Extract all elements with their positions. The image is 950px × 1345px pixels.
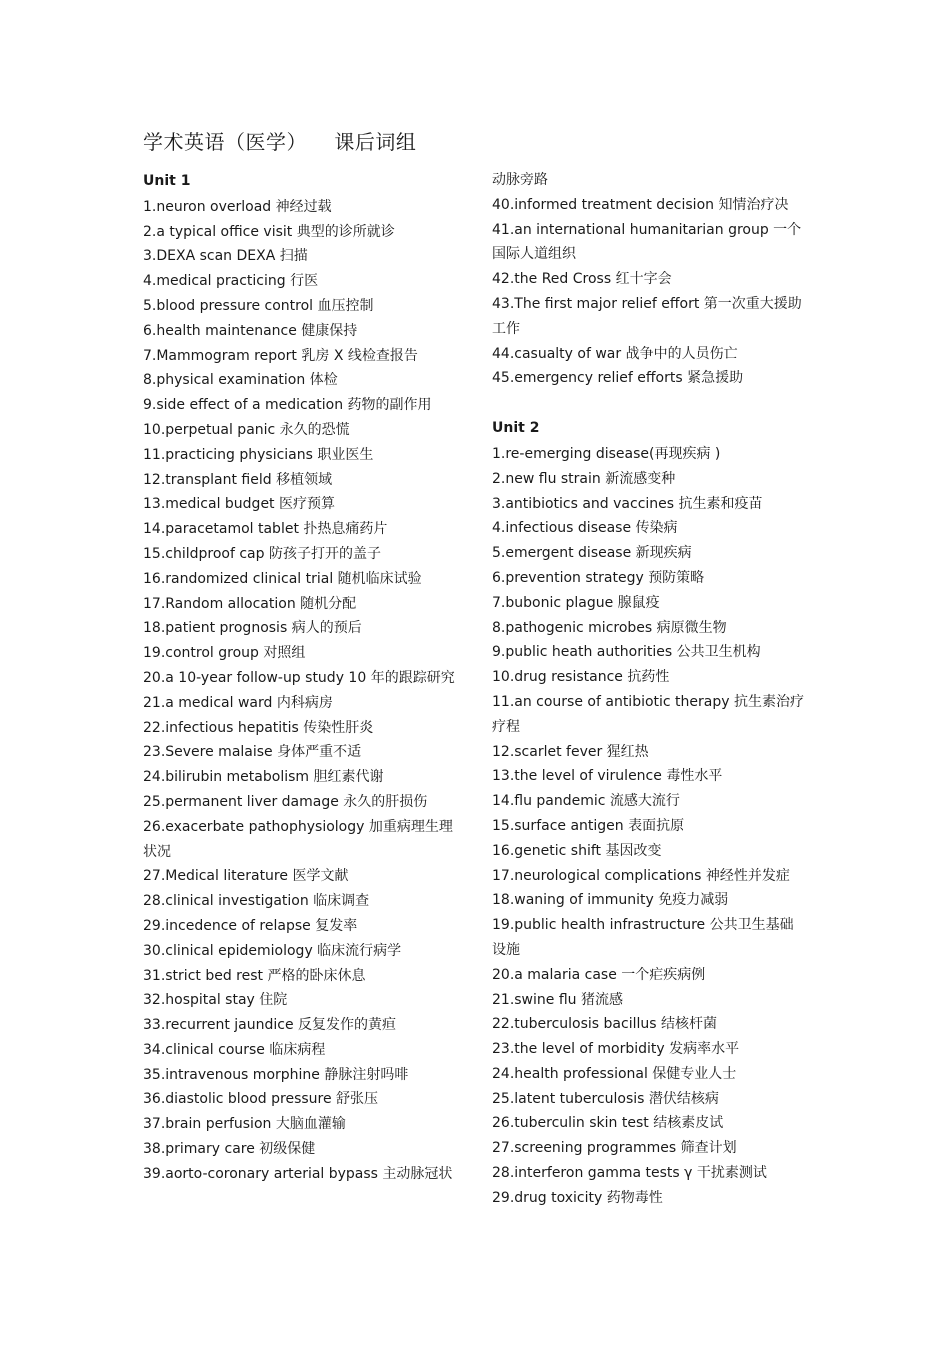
vocab-entry: 28.interferon gamma tests γ 干扰素测试 bbox=[492, 1165, 767, 1182]
vocab-entry: 8.physical examination 体检 bbox=[143, 372, 338, 389]
vocab-entry: 15.surface antigen 表面抗原 bbox=[492, 817, 685, 834]
vocab-entry: 20.a 10-year follow-up study 10 年的跟踪研究 bbox=[143, 669, 455, 686]
vocab-entry: 6.health maintenance 健康保持 bbox=[143, 322, 358, 339]
vocab-entry: 9.side effect of a medication 药物的副作用 bbox=[143, 397, 432, 414]
vocab-entry: 16.randomized clinical trial 随机临床试验 bbox=[143, 570, 422, 587]
vocab-entry: 44.casualty of war 战争中的人员伤亡 bbox=[492, 345, 738, 362]
unit-1-list-continued bbox=[492, 193, 804, 391]
section-gap bbox=[492, 391, 804, 415]
vocab-entry: 34.clinical course 临床病程 bbox=[143, 1041, 326, 1058]
vocab-entry: 9.public heath authorities 公共卫生机构 bbox=[492, 644, 761, 661]
vocab-entry: 22.tuberculosis bacillus 结核杆菌 bbox=[492, 1016, 717, 1033]
vocab-entry: 45.emergency relief efforts 紧急援助 bbox=[492, 370, 744, 387]
right-column bbox=[492, 168, 804, 1211]
vocab-entry: 31.strict bed rest 严格的卧床休息 bbox=[143, 967, 366, 984]
unit-1-list bbox=[143, 195, 455, 1187]
vocab-entry: 41.an international humanitarian group 一个国际人道组织 bbox=[492, 221, 802, 263]
vocab-entry: 4.infectious disease 传染病 bbox=[492, 520, 678, 537]
vocab-entry: 10.drug resistance 抗药性 bbox=[492, 669, 670, 686]
vocab-entry: 3.DEXA scan DEXA 扫描 bbox=[143, 248, 308, 265]
vocab-entry: 26.exacerbate pathophysiology 加重病理生理状况 bbox=[143, 818, 453, 860]
vocab-entry: 10.perpetual panic 永久的恐慌 bbox=[143, 421, 350, 438]
vocab-entry: 2.new flu strain 新流感变种 bbox=[492, 470, 676, 487]
vocab-entry: 21.swine flu 猪流感 bbox=[492, 991, 623, 1008]
vocab-entry: 6.prevention strategy 预防策略 bbox=[492, 569, 705, 586]
vocab-entry: 5.emergent disease 新现疾病 bbox=[492, 545, 692, 562]
vocab-entry: 25.permanent liver damage 永久的肝损伤 bbox=[143, 793, 428, 810]
vocab-entry: 19.control group 对照组 bbox=[143, 645, 306, 662]
vocab-entry: 27.screening programmes 筛查计划 bbox=[492, 1140, 737, 1157]
unit-1-heading: Unit 1 bbox=[143, 173, 191, 189]
vocab-entry: 12.scarlet fever 猩红热 bbox=[492, 743, 649, 760]
vocab-entry: 33.recurrent jaundice 反复发作的黄疸 bbox=[143, 1017, 397, 1034]
vocab-entry: 4.medical practicing 行医 bbox=[143, 273, 319, 290]
vocab-entry: 23.Severe malaise 身体严重不适 bbox=[143, 744, 362, 761]
vocab-entry: 24.health professional 保健专业人士 bbox=[492, 1065, 737, 1082]
vocab-entry: 1.neuron overload 神经过载 bbox=[143, 198, 332, 215]
vocab-entry: 16.genetic shift 基因改变 bbox=[492, 842, 662, 859]
vocab-entry: 30.clinical epidemiology 临床流行病学 bbox=[143, 942, 402, 959]
vocab-entry: 29.incedence of relapse 复发率 bbox=[143, 917, 358, 934]
vocab-entry: 18.patient prognosis 病人的预后 bbox=[143, 620, 362, 637]
vocab-entry: 39.aorto-coronary arterial bypass 主动脉冠状 bbox=[143, 1165, 453, 1182]
vocab-entry: 40.informed treatment decision 知情治疗决 bbox=[492, 196, 789, 213]
vocab-entry: 18.waning of immunity 免疫力减弱 bbox=[492, 892, 729, 909]
vocab-entry: 13.the level of virulence 毒性水平 bbox=[492, 768, 723, 785]
vocab-entry: 32.hospital stay 住院 bbox=[143, 992, 288, 1009]
vocab-entry: 24.bilirubin metabolism 胆红素代谢 bbox=[143, 769, 384, 786]
vocab-entry: 21.a medical ward 内科病房 bbox=[143, 694, 333, 711]
vocab-entry: 15.childproof cap 防孩子打开的盖子 bbox=[143, 545, 381, 562]
vocab-entry: 19.public health infrastructure 公共卫生基础设施 bbox=[492, 917, 794, 958]
vocab-entry: 5.blood pressure control 血压控制 bbox=[143, 297, 374, 314]
vocab-entry: 3.antibiotics and vaccines 抗生素和疫苗 bbox=[492, 495, 763, 512]
vocab-entry: 7.Mammogram report 乳房 X 线检查报告 bbox=[143, 347, 418, 364]
vocab-entry: 27.Medical literature 医学文献 bbox=[143, 868, 349, 885]
left-column bbox=[143, 168, 455, 1187]
vocab-entry: 37.brain perfusion 大脑血灌输 bbox=[143, 1116, 346, 1133]
vocab-entry: 1.re-emerging disease(再现疾病 ) bbox=[492, 445, 721, 462]
vocab-entry: 28.clinical investigation 临床调查 bbox=[143, 893, 370, 910]
continued-entry: 动脉旁路 bbox=[492, 172, 548, 188]
vocab-entry: 8.pathogenic microbes 病原微生物 bbox=[492, 619, 727, 636]
vocab-entry: 26.tuberculin skin test 结核素皮试 bbox=[492, 1115, 724, 1132]
vocab-entry: 36.diastolic blood pressure 舒张压 bbox=[143, 1091, 379, 1108]
vocab-entry: 17.neurological complications 神经性并发症 bbox=[492, 867, 790, 884]
vocab-entry: 22.infectious hepatitis 传染性肝炎 bbox=[143, 719, 374, 736]
vocab-entry: 2.a typical office visit 典型的诊所就诊 bbox=[143, 223, 395, 240]
vocab-entry: 12.transplant field 移植领域 bbox=[143, 471, 333, 488]
vocab-entry: 17.Random allocation 随机分配 bbox=[143, 595, 357, 612]
vocab-entry: 42.the Red Cross 红十字会 bbox=[492, 271, 672, 288]
vocab-entry: 43.The first major relief effort 第一次重大援助工作 bbox=[492, 295, 802, 337]
vocab-entry: 14.flu pandemic 流感大流行 bbox=[492, 793, 680, 810]
vocab-entry: 25.latent tuberculosis 潜伏结核病 bbox=[492, 1090, 719, 1107]
unit-2-heading: Unit 2 bbox=[492, 420, 540, 437]
vocab-entry: 38.primary care 初级保健 bbox=[143, 1141, 316, 1158]
vocab-entry: 11.practicing physicians 职业医生 bbox=[143, 446, 374, 463]
vocab-entry: 23.the level of morbidity 发病率水平 bbox=[492, 1041, 740, 1058]
vocab-entry: 29.drug toxicity 药物毒性 bbox=[492, 1189, 663, 1206]
vocab-entry: 20.a malaria case 一个疟疾病例 bbox=[492, 966, 706, 983]
vocab-entry: 35.intravenous morphine 静脉注射吗啡 bbox=[143, 1066, 409, 1083]
unit-2-list bbox=[492, 442, 804, 1211]
vocab-entry: 13.medical budget 医疗预算 bbox=[143, 496, 335, 513]
vocab-entry: 14.paracetamol tablet 扑热息痛药片 bbox=[143, 521, 388, 538]
page-title: 学术英语（医学） 课后词组 bbox=[143, 130, 417, 154]
vocab-entry: 7.bubonic plague 腺鼠疫 bbox=[492, 594, 660, 611]
vocab-entry: 11.an course of antibiotic therapy 抗生素治疗疗程 bbox=[492, 693, 804, 735]
